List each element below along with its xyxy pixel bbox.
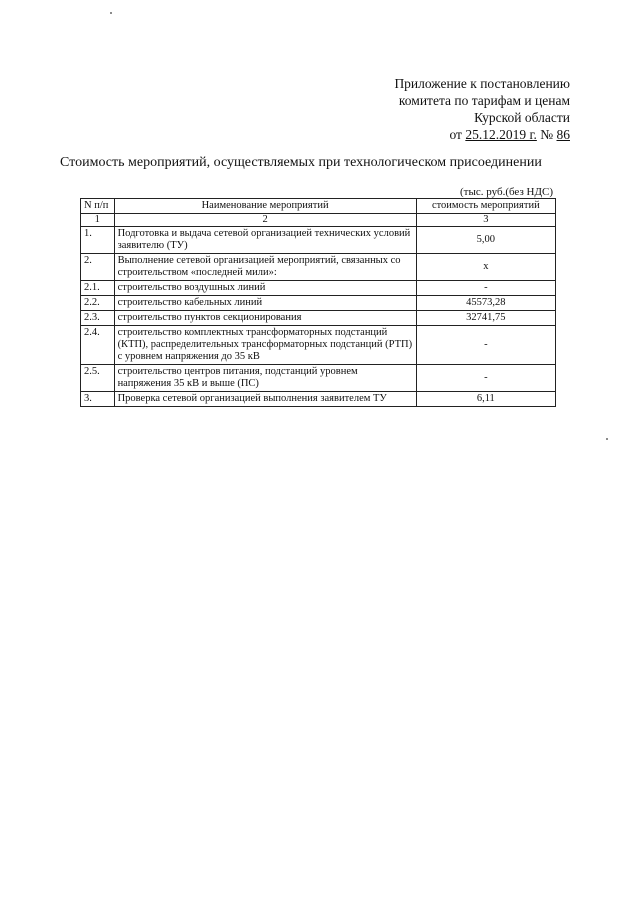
row-name: Выполнение сетевой организацией мероприятий, связанных со строительством «последней мили»: (114, 254, 416, 281)
row-cost: - (416, 365, 555, 392)
table-index-row (81, 214, 556, 227)
cost-table (80, 198, 556, 407)
row-name: строительство центров питания, подстанций уровнем напряжения 35 кВ и выше (ПС) (114, 365, 416, 392)
row-name: строительство комплектных трансформаторных подстанций (КТП), распределительных трансформаторных подстанций (РТП) с уровнем напряжения до 35 кВ (114, 326, 416, 365)
row-number: 2.1. (81, 281, 115, 296)
table-row (81, 392, 556, 407)
table-row (81, 365, 556, 392)
header-line-2: комитета по тарифам и ценам (398, 93, 570, 108)
table-row (81, 326, 556, 365)
resolution-date: 25.12.2019 г. (465, 127, 537, 142)
index-cell: 1 (81, 214, 115, 227)
header-line-1: Приложение к постановлению (394, 76, 570, 91)
document-title: Стоимость мероприятий, осуществляемых при технологическом присоединении (60, 155, 542, 170)
table-row (81, 254, 556, 281)
row-name: Подготовка и выдача сетевой организацией технических условий заявителю (ТУ) (114, 227, 416, 254)
row-number: 2.5. (81, 365, 115, 392)
resolution-number: 86 (556, 127, 570, 142)
table-row (81, 281, 556, 296)
row-cost: x (416, 254, 555, 281)
row-cost: 5,00 (416, 227, 555, 254)
row-cost: - (416, 326, 555, 365)
row-cost: 32741,75 (416, 311, 555, 326)
row-cost: - (416, 281, 555, 296)
row-number: 2.2. (81, 296, 115, 311)
table-row (81, 296, 556, 311)
row-name: строительство пунктов секционирования (114, 311, 416, 326)
row-name: строительство кабельных линий (114, 296, 416, 311)
header-date-line (300, 126, 570, 143)
row-number: 2.4. (81, 326, 115, 365)
number-prefix: № (540, 127, 554, 142)
index-cell: 3 (416, 214, 555, 227)
row-cost: 6,11 (416, 392, 555, 407)
row-number: 2. (81, 254, 115, 281)
scan-speck (110, 12, 112, 14)
row-number: 3. (81, 392, 115, 407)
scan-speck (606, 438, 608, 440)
header-cost: стоимость мероприятий (416, 199, 555, 214)
table-row (81, 227, 556, 254)
header-name: Наименование мероприятий (114, 199, 416, 214)
table-row (81, 311, 556, 326)
row-cost: 45573,28 (416, 296, 555, 311)
date-prefix: от (449, 127, 462, 142)
appendix-header (300, 75, 570, 143)
row-number: 1. (81, 227, 115, 254)
index-cell: 2 (114, 214, 416, 227)
header-number: N п/п (81, 199, 115, 214)
row-name: Проверка сетевой организацией выполнения заявителем ТУ (114, 392, 416, 407)
header-line-3: Курской области (474, 110, 570, 125)
row-name: строительство воздушных линий (114, 281, 416, 296)
units-note: (тыс. руб.(без НДС) (460, 186, 553, 198)
table-header-row (81, 199, 556, 214)
row-number: 2.3. (81, 311, 115, 326)
